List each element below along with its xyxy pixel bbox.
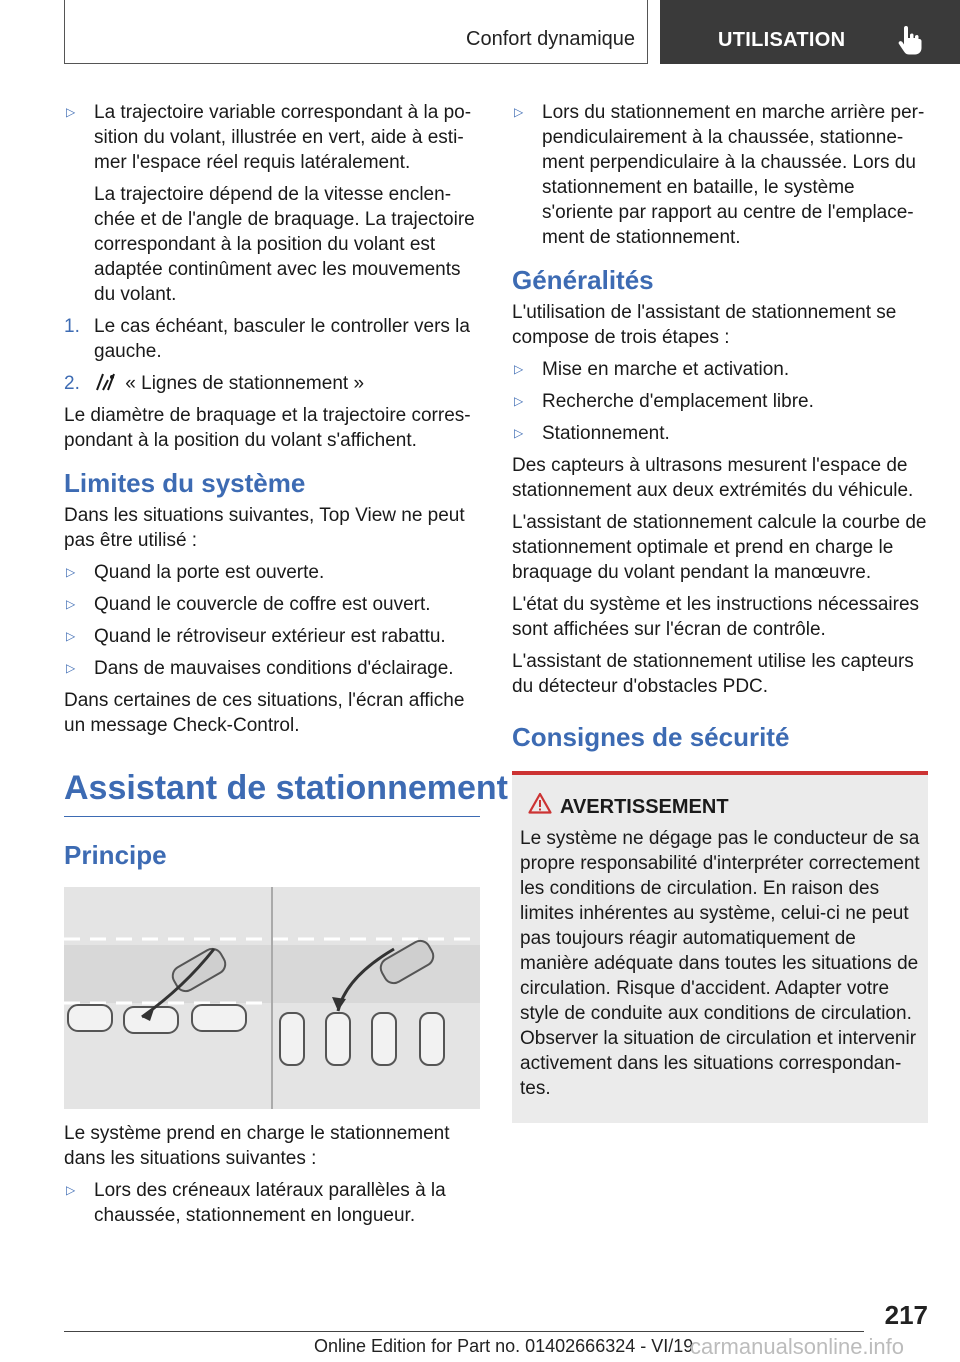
heading-generalites: Généralités	[512, 265, 654, 295]
chapter-tab[interactable]	[660, 0, 960, 64]
list-item: ▷ Quand la porte est ouverte.	[66, 562, 325, 583]
list-item: ▷ La trajectoire variable correspondant à la position du volant, illustrée en vert, aide à estimer l'espace réel requis latéralement.	[66, 102, 472, 173]
warning-box	[512, 771, 928, 1123]
triangle-bullet-icon: ▷	[66, 1183, 76, 1197]
paragraph: Le diamètre de braquage et la trajectoire correspondant à la position du volant s'affichent.	[64, 405, 471, 451]
triangle-bullet-icon: ▷	[514, 362, 524, 376]
paragraph: L'utilisation de l'assistant de stationnement se compose de trois étapes :	[512, 302, 897, 348]
heading-principe: Principe	[64, 840, 167, 870]
warning-text: Le système ne dégage pas le conducteur de sa propre responsabilité d'interpréter correctement les conditions de circulation. En raison des limites inhérentes au système, celui-ci ne peut pas toujours réagir automatiquement de manière adéquate dans toutes les situations de circulation. Risque d'accident. Adapter votre style de conduite aux conditions de circulation. Observer la situation de circulation et intervenir activement dans les situations correspondantes.	[520, 828, 920, 1099]
heading-assistant: Assistant de stationnement	[64, 766, 480, 817]
paragraph: La trajectoire dépend de la vitesse enclenchée et de l'angle de braquage. La trajectoire correspondant à la position du volant est adaptée continûment avec les mouvements du volant.	[94, 184, 475, 305]
section-title: Confort dynamique	[466, 28, 635, 50]
triangle-bullet-icon: ▷	[66, 629, 76, 643]
paragraph: Dans les situations suivantes, Top View ne peut pas être utilisé :	[64, 505, 465, 551]
paragraph: Des capteurs à ultrasons mesurent l'espace de stationnement aux deux extrémités du véhicule.	[512, 455, 914, 501]
footer-divider	[64, 1331, 864, 1332]
paragraph: Dans certaines de ces situations, l'écran affiche un message Check-Control.	[64, 690, 465, 736]
list-item: ▷ Recherche d'emplacement libre.	[514, 391, 814, 412]
step-number: 1.	[64, 316, 80, 337]
parking-diagram	[64, 887, 480, 1109]
triangle-bullet-icon: ▷	[66, 105, 76, 119]
list-item: ▷ Mise en marche et activation.	[514, 359, 790, 380]
left-column	[64, 100, 508, 1235]
warning-title: AVERTISSEMENT	[520, 795, 920, 820]
step-number: 2.	[64, 373, 80, 394]
page-number: 217	[884, 1300, 928, 1330]
warning-triangle-icon	[528, 792, 552, 814]
list-item: ▷ Dans de mauvaises conditions d'éclairage.	[66, 658, 454, 679]
triangle-bullet-icon: ▷	[514, 426, 524, 440]
step-1: 1. Le cas échéant, basculer le controller vers la gauche.	[64, 316, 470, 362]
triangle-bullet-icon: ▷	[66, 661, 76, 675]
right-column	[512, 100, 928, 1123]
paragraph: Le système prend en charge le stationnement dans les situations suivantes :	[64, 1123, 450, 1169]
triangle-bullet-icon: ▷	[514, 394, 524, 408]
triangle-bullet-icon: ▷	[66, 597, 76, 611]
paragraph: L'état du système et les instructions nécessaires sont affichées sur l'écran de contrôle.	[512, 594, 920, 640]
parking-lines-icon	[94, 372, 116, 392]
parking-illustration	[64, 887, 480, 1109]
heading-consignes: Consignes de sécurité	[512, 722, 790, 752]
triangle-bullet-icon: ▷	[514, 105, 524, 119]
list-item: ▷ Quand le couvercle de coffre est ouvert.	[66, 594, 431, 615]
list-item: ▷ Lors du stationnement en marche arrière perpendiculairement à la chaussée, stationnement perpendiculaire à la chaussée. Lors du stationnement en bataille, le système s'oriente par rapport au centre de l'emplacement de stationnement.	[514, 102, 925, 248]
pointing-hand-icon	[896, 24, 924, 56]
chapter-title: UTILISATION	[718, 29, 846, 51]
heading-limites: Limites du système	[64, 468, 306, 498]
list-item: ▷ Quand le rétroviseur extérieur est rabattu.	[66, 626, 446, 647]
footer-edition: Online Edition for Part no. 01402666324 - VI/19	[314, 1336, 694, 1356]
list-item: ▷ Stationnement.	[514, 423, 670, 444]
paragraph: L'assistant de stationnement utilise les capteurs du détecteur d'obstacles PDC.	[512, 651, 914, 697]
watermark[interactable]: carmanualsonline.info	[690, 1334, 905, 1359]
triangle-bullet-icon: ▷	[66, 565, 76, 579]
step-2: 2. « Lignes de stationnement »	[64, 373, 365, 394]
header-section-box	[64, 0, 648, 64]
paragraph: L'assistant de stationnement calcule la courbe de stationnement optimale et prend en charge le braquage du volant pendant la manœuvre.	[512, 512, 927, 583]
list-item: ▷ Lors des créneaux latéraux parallèles à la chaussée, stationnement en longueur.	[66, 1180, 446, 1226]
